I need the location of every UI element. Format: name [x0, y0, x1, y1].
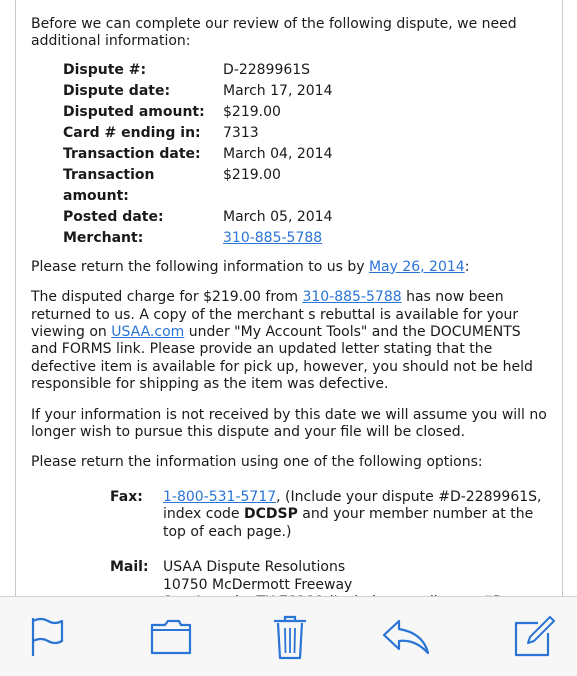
fax-number-link[interactable]: 1-800-531-5717	[163, 488, 277, 505]
detail-value: March 17, 2014	[223, 82, 333, 99]
detail-value: $219.00	[223, 166, 281, 183]
intro-text: Before we can complete our review of the following dispute, we need additional information:	[31, 16, 517, 50]
detail-row	[63, 165, 332, 207]
detail-value: 7313	[223, 124, 259, 141]
detail-row	[63, 228, 332, 249]
detail-row	[63, 144, 332, 165]
compose-button[interactable]	[512, 615, 556, 659]
folder-icon	[149, 617, 193, 657]
detail-value: D-2289961S	[223, 61, 311, 78]
usaa-site-link[interactable]: USAA.com	[111, 324, 185, 341]
mail-line-2: 10750 McDermott Freeway	[163, 576, 353, 593]
merchant-phone-link[interactable]: 310-885-5788	[302, 289, 402, 306]
detail-value	[223, 228, 332, 249]
detail-value: $219.00	[223, 103, 281, 120]
mail-label: Mail:	[110, 559, 149, 576]
flag-icon	[24, 615, 64, 659]
mail-line-1: USAA Dispute Resolutions	[163, 559, 346, 576]
merchant-link[interactable]: 310-885-5788	[223, 229, 323, 246]
detail-row	[63, 123, 332, 144]
dispute-details-table	[63, 60, 332, 249]
return-date-link[interactable]: May 26, 2014	[368, 258, 465, 275]
flag-button[interactable]	[22, 615, 66, 659]
message-body	[15, 0, 563, 596]
detail-row	[63, 207, 332, 228]
detail-label: Merchant:	[63, 229, 144, 246]
fax-details: 1-800-531-5717, (Include your dispute #D-2289961S, index code DCDSP and your member number at the top of each page.)	[163, 488, 542, 540]
fax-option	[110, 489, 551, 541]
detail-label: Transaction date:	[63, 145, 201, 162]
options-intro: Please return the information using one of the following options:	[31, 454, 483, 471]
detail-label: Posted date:	[63, 208, 164, 225]
compose-icon	[512, 615, 556, 659]
detail-row	[63, 102, 332, 123]
detail-label: Dispute date:	[63, 82, 171, 99]
detail-value: March 04, 2014	[223, 145, 333, 162]
detail-label: Dispute #:	[63, 61, 147, 78]
detail-label: Disputed amount:	[63, 103, 205, 120]
reply-button[interactable]	[381, 615, 431, 659]
move-to-folder-button[interactable]	[149, 615, 193, 659]
return-options-table	[110, 489, 551, 611]
charge-returned-text: The disputed charge for $219.00 from 310-885-5788 has now been returned to us. A copy of the merchant s rebuttal is available for your viewing on USAA.com under "My Account Tools" and the DOCUMENTS and FORMS link. Please provide an updated letter stating that the defective item is available for pick up, however, you should not be held responsible for shipping as the item was defective.	[31, 289, 533, 393]
trash-button[interactable]	[268, 615, 312, 659]
detail-row	[63, 81, 332, 102]
index-code: DCDSP	[243, 506, 298, 523]
trash-icon	[270, 614, 310, 660]
fax-label: Fax:	[110, 488, 143, 505]
email-content	[31, 16, 551, 611]
detail-label: Card # ending in:	[63, 124, 201, 141]
detail-value: March 05, 2014	[223, 208, 333, 225]
bottom-toolbar	[0, 596, 577, 676]
deadline-note: If your information is not received by this date we will assume you will no longer wish to pursue this dispute and your file will be closed.	[31, 406, 547, 441]
reply-icon	[381, 617, 431, 657]
detail-label: Transaction amount:	[63, 166, 155, 204]
return-by-text: Please return the following information to us by May 26, 2014:	[31, 258, 470, 275]
detail-row	[63, 60, 332, 81]
